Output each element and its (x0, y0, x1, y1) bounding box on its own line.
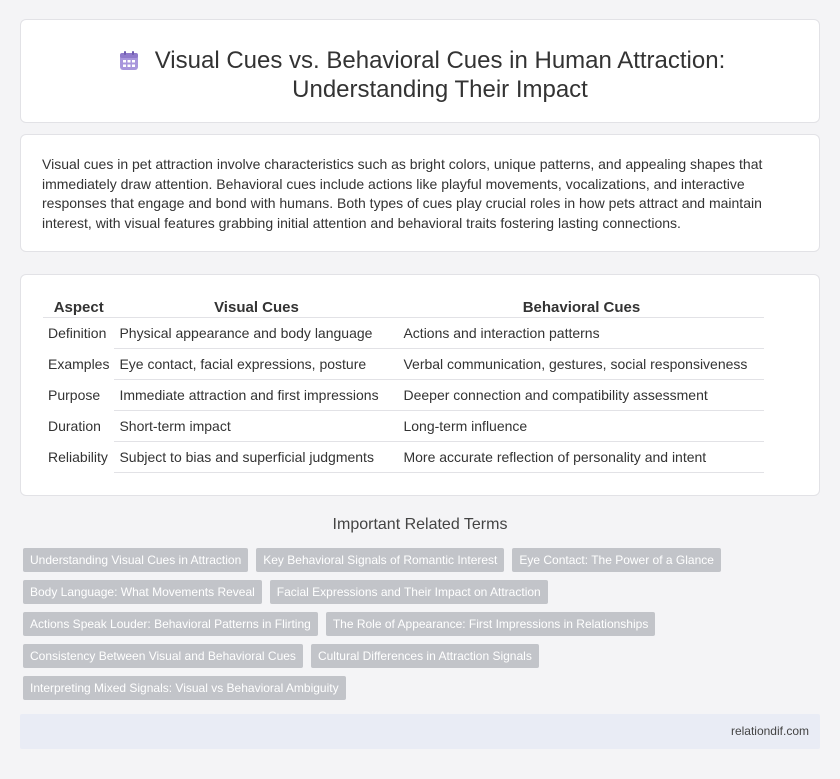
row-aspect: Definition (48, 325, 107, 342)
row-aspect: Purpose (48, 387, 101, 403)
related-term-link[interactable]: Actions Speak Louder: Behavioral Patterns in Flirting (23, 612, 318, 636)
row-visual: Short-term impact (114, 411, 398, 442)
related-term-link[interactable]: Understanding Visual Cues in Attraction (23, 548, 248, 572)
calendar-icon (118, 50, 140, 72)
row-visual: Physical appearance and body language (114, 318, 398, 349)
row-behavioral: Actions and interaction patterns (398, 318, 764, 349)
related-term-link[interactable]: Facial Expressions and Their Impact on Attraction (270, 580, 548, 604)
title-card (20, 19, 820, 123)
related-term-link[interactable]: The Role of Appearance: First Impressions in Relationships (326, 612, 656, 636)
row-aspect: Duration (48, 418, 101, 434)
related-terms-heading: Important Related Terms (332, 516, 508, 533)
related-terms-list (23, 548, 743, 700)
table-row (43, 380, 764, 411)
related-term-link[interactable]: Eye Contact: The Power of a Glance (512, 548, 721, 572)
comparison-table (43, 295, 764, 473)
row-aspect: Reliability (48, 449, 108, 465)
row-visual: Subject to bias and superficial judgments (114, 442, 398, 473)
row-behavioral: Deeper connection and compatibility assessment (398, 380, 764, 411)
related-term-link[interactable]: Key Behavioral Signals of Romantic Interest (256, 548, 504, 572)
summary-text: Visual cues in pet attraction involve characteristics such as bright colors, unique patterns, and appealing shapes that immediately draw attention. Behavioral cues include actions like playful movements, vocalizations, and interactive responses that engage and bond with humans. Both types of cues play crucial roles in how pets attract and maintain interest, with visual features grabbing initial attention and behavioral traits fostering lasting connections. (42, 156, 763, 231)
header-aspect: Aspect (43, 295, 114, 318)
header-visual-cues: Visual Cues (114, 295, 398, 318)
table-header-row (43, 295, 764, 318)
footer (20, 714, 820, 749)
row-behavioral: Long-term influence (398, 411, 764, 442)
title-wrap (21, 46, 819, 104)
row-visual: Eye contact, facial expressions, posture (114, 349, 398, 380)
related-term-link[interactable]: Body Language: What Movements Reveal (23, 580, 262, 604)
table-row (43, 318, 764, 349)
comparison-table-card (20, 274, 820, 496)
row-visual: Immediate attraction and first impressions (114, 380, 398, 411)
row-behavioral: More accurate reflection of personality and intent (398, 442, 764, 473)
page-title: Visual Cues vs. Behavioral Cues in Human Attraction: Understanding Their Impact (154, 47, 726, 103)
related-term-link[interactable]: Interpreting Mixed Signals: Visual vs Behavioral Ambiguity (23, 676, 346, 700)
row-aspect: Examples (48, 356, 110, 372)
footer-site: relationdif.com (730, 724, 809, 738)
table-row (43, 442, 764, 473)
related-term-link[interactable]: Cultural Differences in Attraction Signals (311, 644, 539, 668)
row-behavioral: Verbal communication, gestures, social responsiveness (398, 349, 764, 380)
table-row (43, 411, 764, 442)
summary-card (20, 134, 820, 252)
header-behavioral-cues: Behavioral Cues (398, 295, 764, 318)
table-row (43, 349, 764, 380)
related-term-link[interactable]: Consistency Between Visual and Behavioral Cues (23, 644, 303, 668)
